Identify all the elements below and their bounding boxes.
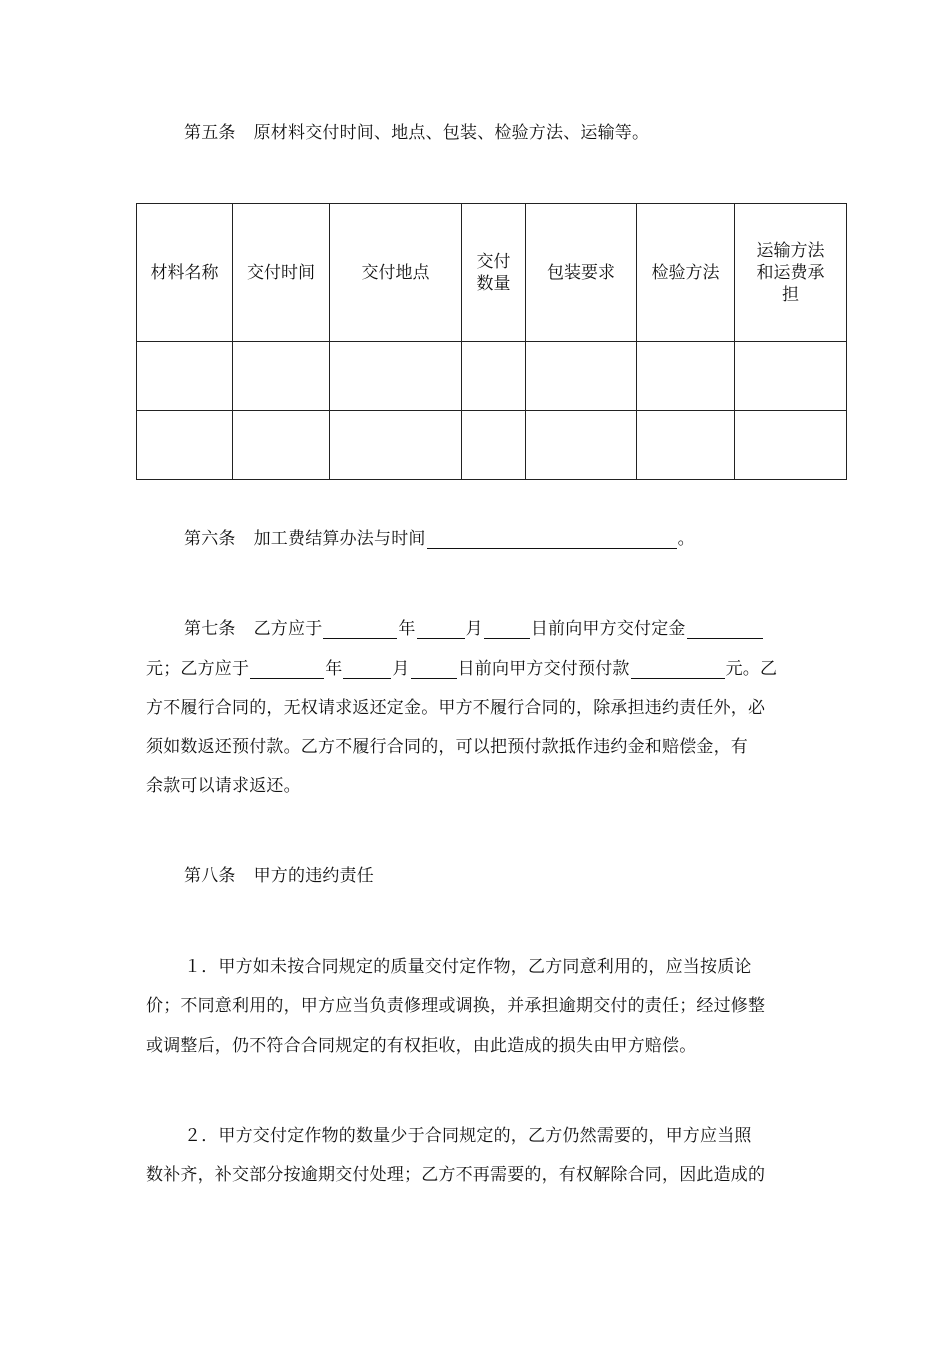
- article-5-title: 原材料交付时间、地点、包装、检验方法、运输等。: [253, 123, 650, 143]
- header-delivery-time: 交付时间: [233, 204, 330, 342]
- table-cell: [137, 411, 233, 480]
- article-7-line-2: 元；乙方应于 年 月 日前向甲方交付预付款 元。乙: [146, 659, 778, 679]
- fill-blank-deposit-amount[interactable]: [687, 620, 763, 639]
- article-6-number: 第六条: [184, 529, 236, 549]
- table-cell: [137, 342, 233, 411]
- header-packaging: 包装要求: [526, 204, 637, 342]
- article-8-item-1-line-1: １．甲方如未按合同规定的质量交付定作物，乙方同意利用的，应当按质论: [184, 957, 752, 977]
- article-7-line-5: 余款可以请求返还。: [146, 776, 301, 796]
- article-5-number: 第五条: [184, 123, 236, 143]
- fill-blank-deposit-year[interactable]: [323, 620, 397, 639]
- table-cell: [330, 411, 462, 480]
- article-8-number: 第八条: [184, 866, 236, 886]
- table-cell: [637, 411, 735, 480]
- table-cell: [735, 342, 847, 411]
- table-header-row: [137, 204, 847, 342]
- article-8-item-1-line-2: 价；不同意利用的，甲方应当负责修理或调换，并承担逾期交付的责任；经过修整: [146, 996, 766, 1016]
- table-row: [137, 342, 847, 411]
- article-7-line-1: 第七条 乙方应于 年 月 日前向甲方交付定金: [184, 614, 764, 639]
- header-inspection: 检验方法: [637, 204, 735, 342]
- table-cell: [637, 342, 735, 411]
- header-delivery-place: 交付地点: [330, 204, 462, 342]
- table-cell: [526, 411, 637, 480]
- table-cell: [735, 411, 847, 480]
- fill-blank-prepay-year[interactable]: [250, 660, 324, 679]
- article-8-heading: [184, 861, 374, 886]
- table-cell: [462, 342, 526, 411]
- table-cell: [233, 342, 330, 411]
- article-8-title: 甲方的违约责任: [253, 866, 375, 886]
- article-5-heading: [184, 118, 649, 143]
- fill-blank-prepay-amount[interactable]: [631, 660, 725, 679]
- table-cell: [526, 342, 637, 411]
- fill-blank-settlement[interactable]: [427, 530, 677, 549]
- article-6: 第六条 加工费结算办法与时间 。: [184, 529, 695, 549]
- table-cell: [330, 342, 462, 411]
- article-8-item-1-line-3: 或调整后，仍不符合合同规定的有权拒收，由此造成的损失由甲方赔偿。: [146, 1036, 697, 1056]
- header-material-name: 材料名称: [137, 204, 233, 342]
- fill-blank-deposit-month[interactable]: [417, 620, 465, 639]
- header-transport: 运输方法 和运费承 担: [735, 204, 847, 342]
- table-cell: [233, 411, 330, 480]
- table-cell: [462, 411, 526, 480]
- article-7-number: 第七条: [184, 619, 236, 639]
- fill-blank-prepay-day[interactable]: [411, 660, 457, 679]
- article-8-item-2-line-2: 数补齐，补交部分按逾期交付处理；乙方不再需要的，有权解除合同，因此造成的: [146, 1165, 766, 1185]
- article-6-text: 加工费结算办法与时间: [253, 529, 426, 549]
- article-7-line-3: 方不履行合同的，无权请求返还定金。甲方不履行合同的，除承担违约责任外，必: [146, 698, 766, 718]
- header-delivery-quantity: 交付 数量: [462, 204, 526, 342]
- article-8-item-2-line-1: ２．甲方交付定作物的数量少于合同规定的，乙方仍然需要的，甲方应当照: [184, 1126, 752, 1146]
- materials-delivery-table: [136, 203, 847, 480]
- article-7-line-4: 须如数返还预付款。乙方不履行合同的，可以把预付款抵作违约金和赔偿金，有: [146, 737, 748, 757]
- fill-blank-deposit-day[interactable]: [484, 620, 530, 639]
- fill-blank-prepay-month[interactable]: [343, 660, 391, 679]
- table-row: [137, 411, 847, 480]
